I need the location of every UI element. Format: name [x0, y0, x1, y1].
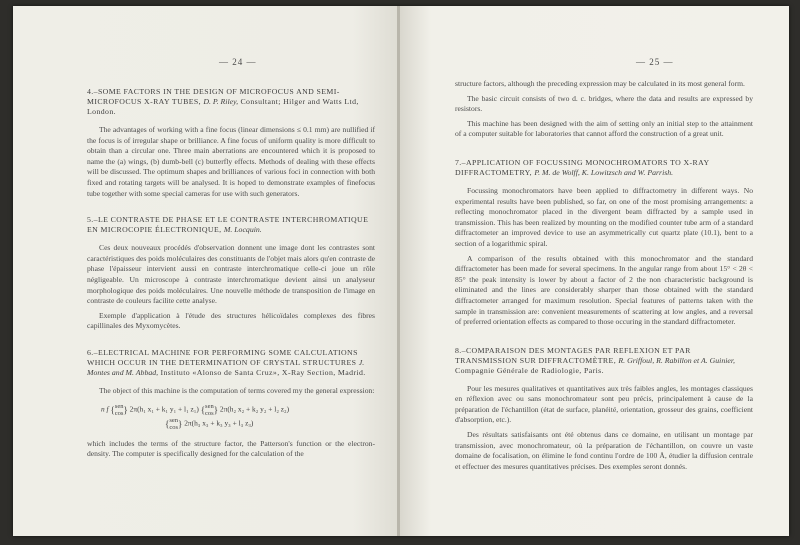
paragraph: The advantages of working with a fine focus (linear dimensions ≤ 0.1 mm) are nullified if the focus is of irregular shape or brilliance. A fine focus of uniform quality is more difficult to obtain than a circular one. Three main aberrations are encountered which it is proposed to name the (a) wings, (b) dumb-bell (c) butterfly effects. Methods of dealing with these effects will be discussed. The optimum shapes and brilliances of various foci in connection with both fixed and rotating targets will be analysed. It is hoped to demonstrate examples of finefocus tube together with some special cameras for use with such generators.: [87, 125, 375, 198]
section-heading: 4.–SOME FACTORS IN THE DESIGN OF MICROFOCUS AND SEMI-MICROFOCUS X-RAY TUBES, D. P. Riley, Consultant; Hilger and Watts Ltd, London.: [87, 87, 359, 116]
section-heading: 6.–ELECTRICAL MACHINE FOR PERFORMING SOME CALCULATIONS WHICH OCCUR IN THE DETERMINATION OF CRYSTAL STRUCTURES J. Montes and M. Abbad, Instituto «Alonso de Santa Cruz», X-Ray Section, Madrid.: [87, 347, 366, 377]
paragraph: A comparison of the results obtained with this monochromator and the standard diffractometer has been made for several specimens. In the angular range from about 15° < 2θ < 85° the peak intensity is lower by about a factor of 2 the non characteristic background is eliminated and the lines are considerably sharper than those obtained with the standard diffractometer arranged for maximum resolution. Special features of patterns taken with the sample in transmission are: convenient measurements of scattering at low angles, and a reversal of preferred orientation effects as compared to those occuring in the standard diffractometer.: [455, 253, 753, 327]
paragraph: Des résultats satisfaisants ont été obtenus dans ce domaine, en utilisant un montage par transmission, avec monochromateur, où la préparation de l'échantillon, on couvre un vaste domaine de focalisation, on élimine le fond continu l'ordre de 100 Å, étudier la diffusion centrale et effectuer des mesures quantitatives précises. Des exemples seront donnés.: [455, 430, 753, 471]
paragraph: Pour les mesures qualitatives et quantitatives aux très faibles angles, les montages classiques en réflexion avec ou sans monochromateur sont peu précis, principalement à cause de la préparation de l'échantillon (état de surface, planéité, orientation, grosseur des grains, coefficient d'absorption, etc.).: [455, 383, 753, 425]
page-content: [87, 87, 375, 464]
section-heading: 5.–LE CONTRASTE DE PHASE ET LE CONTRASTE INTERCHROMATIQUE EN MICROCOPIE ÉLECTRONIQUE, M. Locquin.: [87, 215, 369, 235]
page-number: — 24 —: [219, 57, 257, 67]
book-spread: [13, 6, 789, 536]
paragraph: Exemple d'application à l'étude des structures hélicoïdales complexes des fibres capillinales des Myxomycètes.: [87, 310, 375, 331]
paragraph: This machine has been designed with the aim of setting only an initial step to the attainment of a computer suitable for laboratories that cannot afford the construction of a great unit.: [455, 118, 753, 139]
paragraph: Focussing monochromators have been applied to diffractometry in different ways. No experimental results have been published, so far, on one of the most promising arrangements: a reflecting monochromator placed in the divergent beam diffracted by a sample used in transmission. This has been realized by mounting on the modified counter tube arm of a standard diffractometer an improved device to use an asymmetrically cut quartz plate (10.1), bent to a section of a logarithmic spiral.: [455, 185, 753, 248]
formula: n f {sen cos} 2π(h₁ x₁ + k₁ y₁ + l₁ z₁) {sen cos} 2π(h₂ x₂ + k₂ y₂ + l₂ z₂) {sen cos} 2π(h₃ x₃ + k₃ y₃ + l₃ z₃): [101, 402, 290, 431]
page-content: [455, 79, 753, 476]
page-number: — 25 —: [636, 57, 674, 67]
paragraph: structure factors, although the preceding expression may be calculated in its most general form.: [455, 79, 745, 88]
paragraph: which includes the terms of the structure factor, the Patterson's function or the electron-density. The computer is specifically designed for the calculation of the: [87, 438, 375, 459]
right-page: [400, 6, 789, 536]
left-page: [13, 6, 399, 536]
paragraph: The object of this machine is the computation of terms covered my the general expression:: [99, 385, 375, 395]
section-heading: 8.–COMPARAISON DES MONTAGES PAR REFLEXION ET PAR TRANSMISSION SUR DIFFRACTOMÈTRE, R. Griffoul, R. Rabillon et A. Guinier, Compagnie Générale de Radiologie, Paris.: [455, 345, 735, 375]
section-heading: 7.–APPLICATION OF FOCUSSING MONOCHROMATORS TO X-RAY DIFFRACTOMETRY, P. M. de Wolff, K. Lowitzsch and W. Parrish.: [455, 157, 710, 177]
paragraph: The basic circuit consists of two d. c. bridges, where the data and results are expressed by resistors.: [455, 93, 753, 114]
paragraph: Ces deux nouveaux procédés d'observation donnent une image dont les contrastes sont caractéristiques des poids moléculaires des constituants de l'objet mais alors qu'en contraste de phase l'épaisseur intervient aussi en contraste interchromatique celle-ci joue un rôle négligeable. Un microscope à contraste interchromatique devient ainsi un analyseur morphologique des poids moléculaires. Une nouvelle méthode de transposition de l'image en contraste de couleurs facilite cette analyse.: [87, 243, 375, 306]
